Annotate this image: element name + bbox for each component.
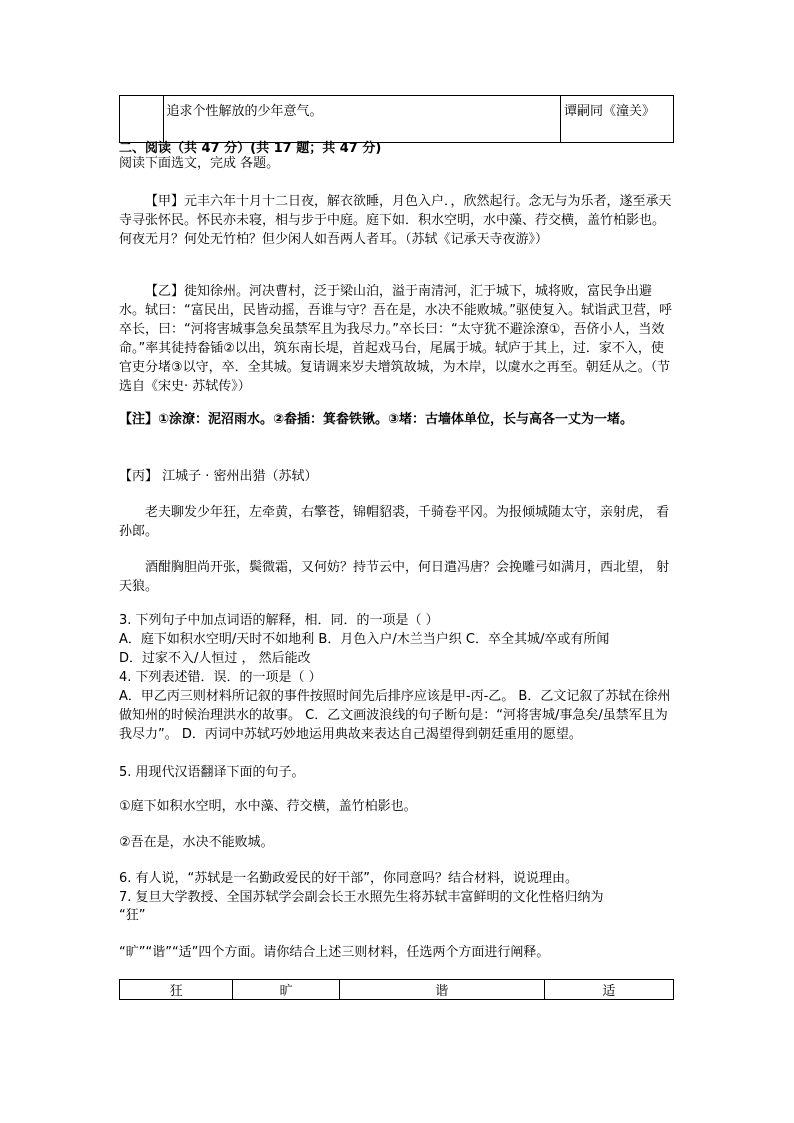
table-row	[120, 96, 674, 143]
question-3-options	[119, 630, 674, 649]
question-7-line-3: “旷”“谐”“适”四个方面。请你结合上述三则材料，任选两个方面进行阐释。	[119, 945, 550, 960]
poem-stanza-2: 酒酣胸胆尚开张，鬓微霜，又何妨？持节云中，何日遣冯唐？会挽雕弓如满月，西北望， 射天狼。	[119, 560, 670, 594]
question-4-body: A．甲乙丙三则材料所记叙的事件按照时间先后排序应该是甲-丙-乙。 B．乙文记叙了苏轼在徐州做知州的时候治理洪水的故事。 C．乙文画波浪线的句子断句是：“河将害城/事急矣/虽禁军且为我尽力”。 D．丙词中苏轼巧妙地运用典故来表达自己渴望得到朝廷重用的愿望。	[119, 689, 671, 742]
table-cell-source: 谭嗣同《潼关》	[560, 96, 673, 143]
question-7-line-1: 7. 复旦大学教授、全国苏轼学会副会长王水照先生将苏轼丰富鲜明的文化性格归纳为	[119, 890, 604, 905]
poem-stanza-1: 老夫聊发少年狂，左牵黄，右擎苍，锦帽貂裘，千骑卷平冈。为报倾城随太守，亲射虎， 看孙郎。	[119, 505, 670, 539]
passage-jia: 【甲】元丰六年十月十二日夜，解衣欲睡，月色入户．，欣然起行。念无与为乐者，遂至承天寺寻张怀民。怀民亦未寝，相与步于中庭。庭下如．积水空明，水中藻、荇交横，盖竹柏影也。何夜无月？何处无竹柏？但少闲人如吾两人者耳。（苏轼《记承天寺夜游》）	[119, 194, 672, 247]
table-header-cell: 谐	[339, 980, 544, 1000]
question-3-stem: 3. 下列句子中加点词语的解释，相．同．的一项是（ ）	[119, 613, 439, 628]
option-d[interactable]: D．过家不入/人恒过 ， 然后能改	[119, 651, 311, 666]
poem-title: 【丙】 江城子 · 密州出猎（苏轼）	[119, 469, 318, 484]
question-4-stem: 4. 下列表述错．误．的一项是（ ）	[119, 670, 322, 685]
section-title: 二、阅读（共 47 分）(共 17 题；共 47 分)	[119, 141, 382, 156]
passage-yi: 【乙】徙知徐州。河决曹村，泛于梁山泊，溢于南清河，汇于城下，城将败，富民争出避水。轼曰：“富民出，民皆动摇，吾谁与守？吾在是，水决不能败城。”驱使复入。轼诣武卫营，呼卒长，曰：“河将害城事急矣虽禁军且为我尽力。”卒长曰：“太守犹不避涂潦①，吾侪小人，当效命。”率其徒持畚锸②以出，筑东南长堤，首起戏马台，尾属于城。轼庐于其上，过．家不入，使官吏分堵③以守，卒．全其城。复请调来岁夫增筑故城，为木岸，以虞水之再至。朝廷从之。（节选自《宋史· 苏轼传》）	[119, 284, 672, 394]
table-header-cell: 旷	[233, 980, 339, 1000]
table-row	[120, 980, 674, 1000]
table-cell-content: 追求个性解放的少年意气。	[163, 96, 560, 143]
table-header-cell: 适	[544, 980, 673, 1000]
annotation-note: 【注】①涂潦：泥沼雨水。②畚插：箕畚铁锹。③堵：古墙体单位，长与高各一丈为一堵。	[119, 412, 634, 427]
option-a[interactable]: A．庭下如积水空明/天时不如地利	[119, 632, 315, 647]
table-cell	[120, 96, 164, 143]
question-6: 6. 有人说，“苏轼是一名勤政爱民的好干部”，你同意吗？结合材料，说说理由。	[119, 871, 579, 886]
question-5-stem: 5. 用现代汉语翻译下面的句子。	[119, 765, 305, 780]
question-7-line-2: “狂”	[119, 908, 146, 923]
table-header-cell: 狂	[120, 980, 233, 1000]
section-instruction: 阅读下面选文，完成 各题。	[119, 156, 280, 171]
question-5-sentence-2: ②吾在是，水决不能败城。	[119, 835, 274, 850]
answer-table-bottom	[119, 979, 674, 1000]
option-c[interactable]: C．卒全其城/卒或有所闻	[465, 632, 610, 647]
answer-table-top	[119, 95, 674, 143]
option-b[interactable]: B．月色入户/木兰当户织	[318, 632, 462, 647]
question-5-sentence-1: ①庭下如积水空明，水中藻、荇交横，盖竹柏影也。	[119, 799, 417, 814]
